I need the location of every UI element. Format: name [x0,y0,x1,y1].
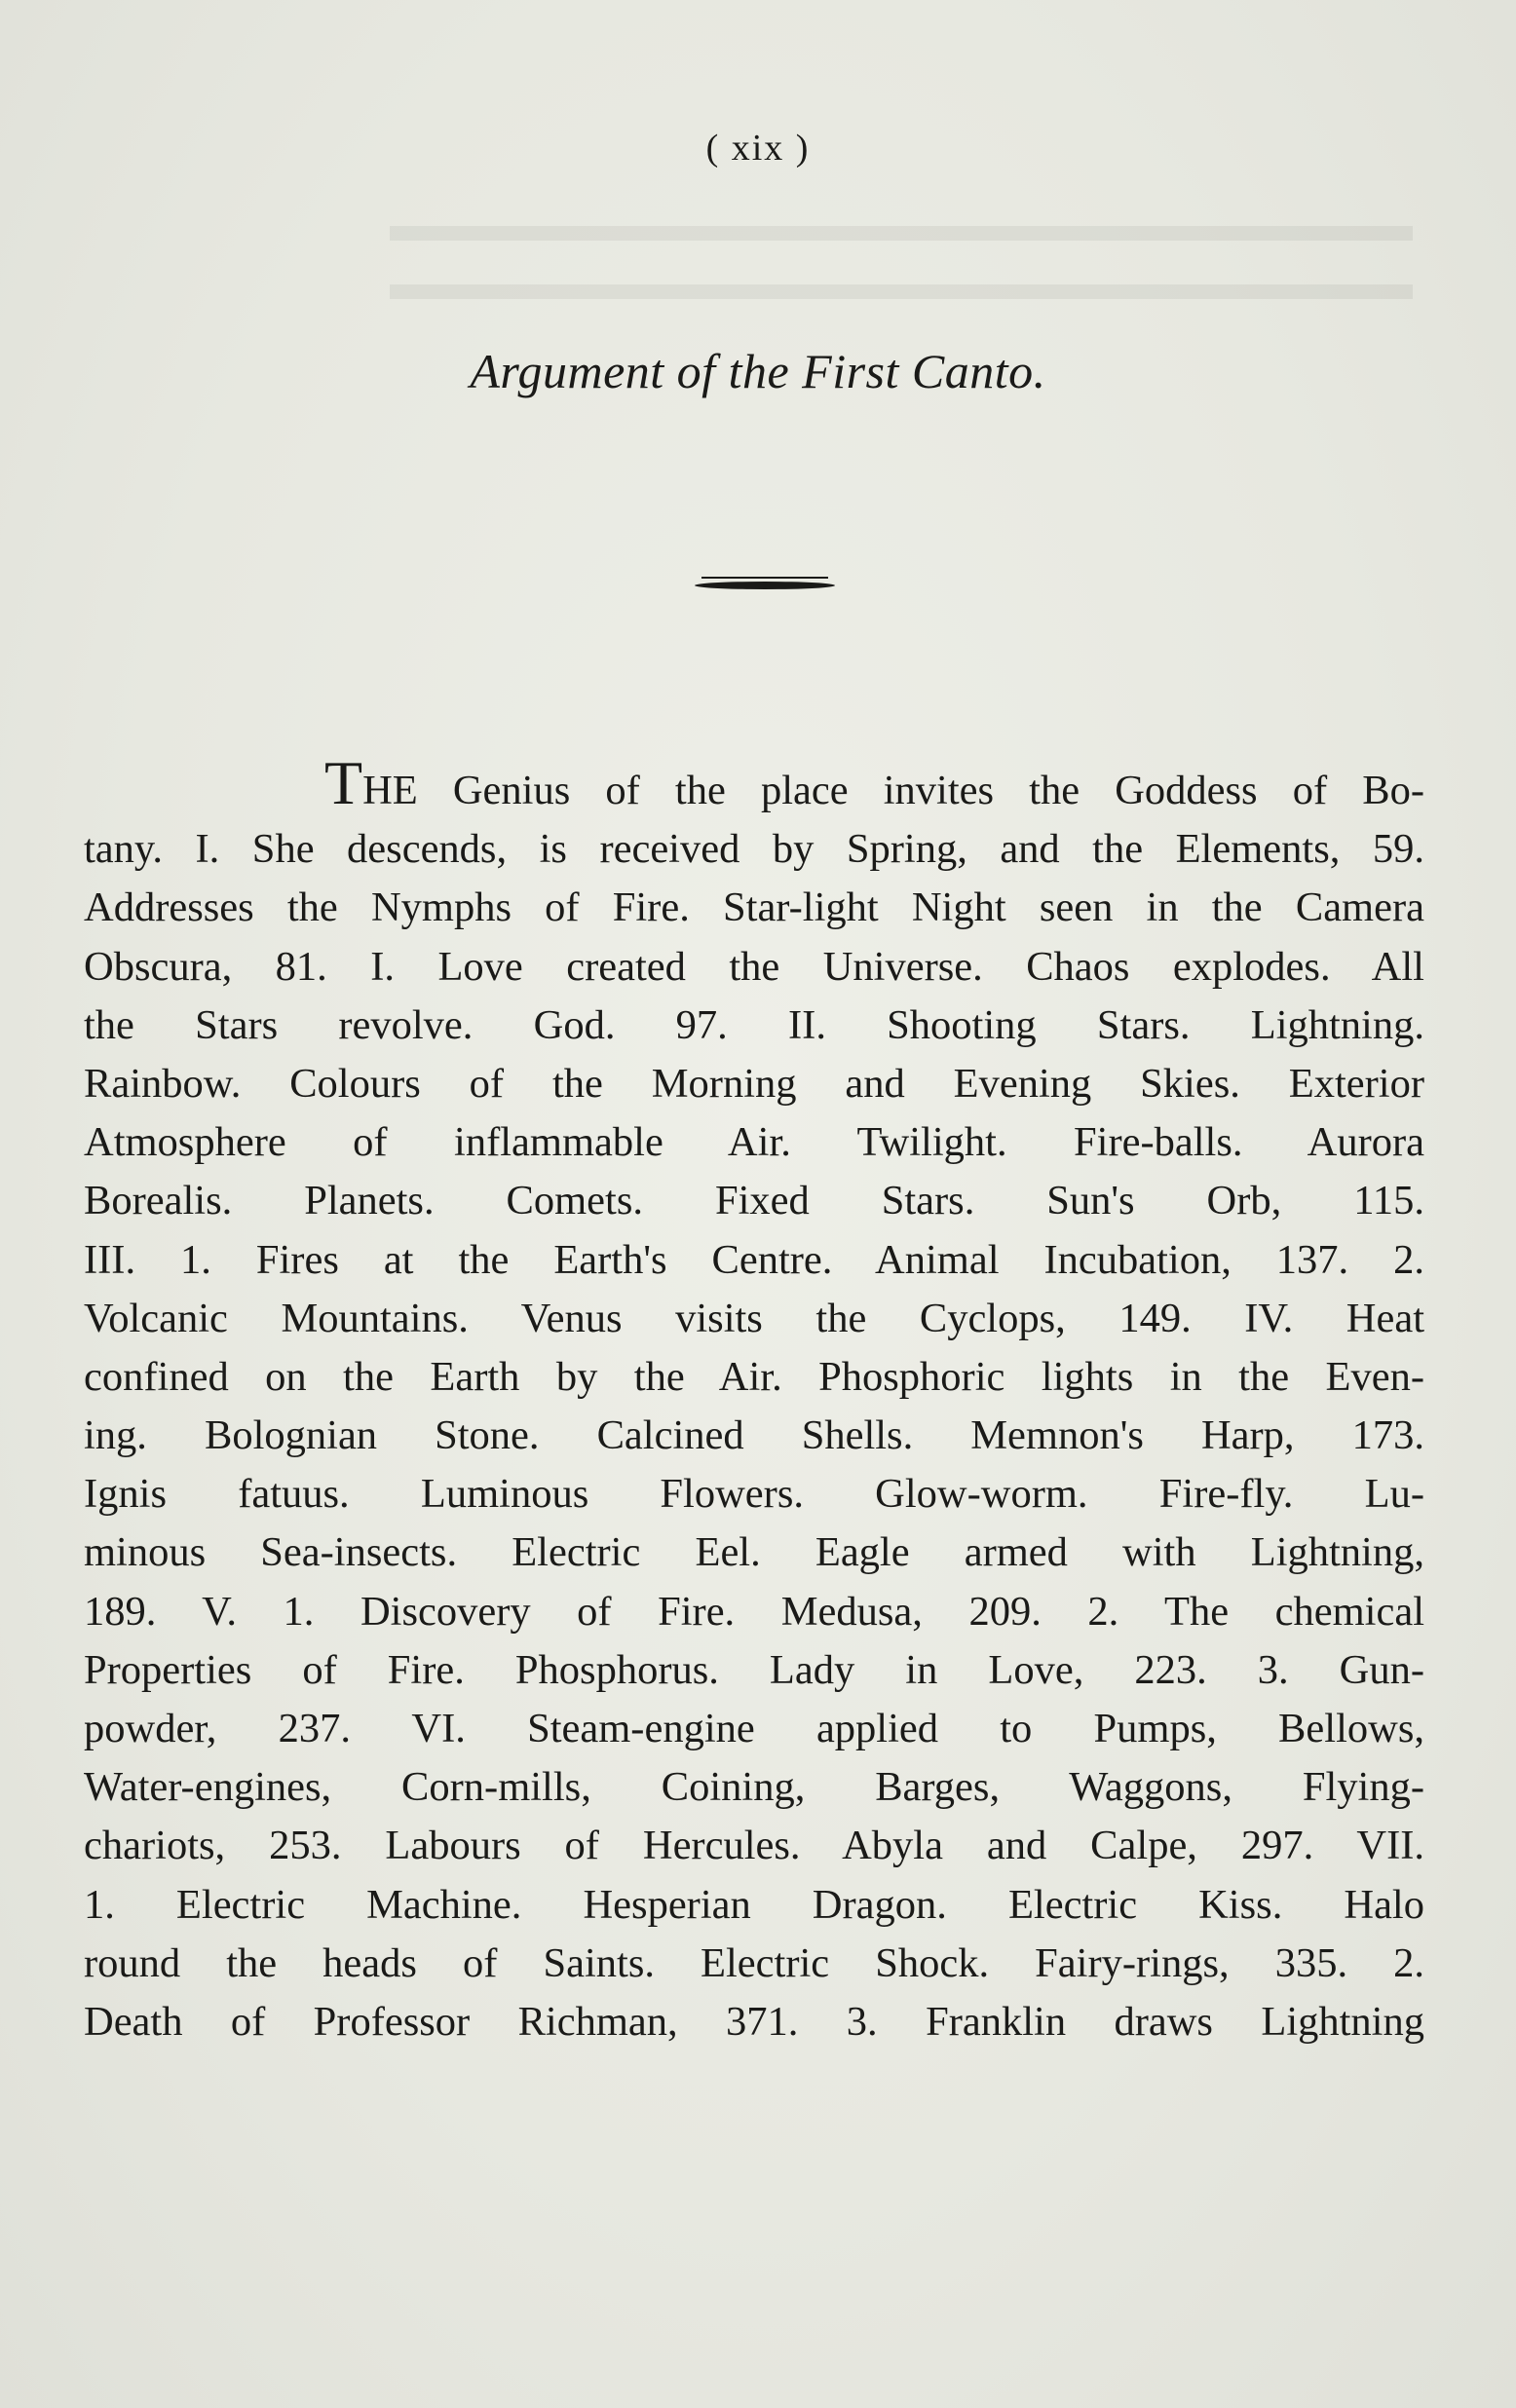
argument-line-7: Atmosphere of inflammable Air. Twilight. Fire-balls. Aurora [84,1119,1424,1166]
page-number: ( xix ) [705,128,811,169]
argument-line-12: ing. Bolognian Stone. Calcined Shells. Memnon's Harp, 173. [84,1412,1424,1459]
argument-line-9: III. 1. Fires at the Earth's Centre. Animal Incubation, 137. 2. [84,1236,1424,1283]
argument-line-13: Ignis fatuus. Luminous Flowers. Glow-worm. Fire-fly. Lu- [84,1471,1424,1518]
argument-line-10: Volcanic Mountains. Venus visits the Cyclops, 149. IV. Heat [84,1295,1424,1341]
argument-line-11: confined on the Earth by the Air. Phosphoric lights in the Even- [84,1353,1424,1400]
argument-line-1-text: HE Genius of the place invites the Goddess of Bo- [362,768,1424,813]
argument-line-16: Properties of Fire. Phosphorus. Lady in Love, 223. 3. Gun- [84,1646,1424,1693]
argument-line-8: Borealis. Planets. Comets. Fixed Stars. Sun's Orb, 115. [84,1178,1424,1224]
drop-cap: T [324,748,363,817]
argument-line-21: round the heads of Saints. Electric Shock. Fairy-rings, 335. 2. [84,1939,1424,1986]
argument-line-18: Water-engines, Corn-mills, Coining, Barges, Waggons, Flying- [84,1764,1424,1811]
title-rule [695,582,835,589]
argument-line-1 [84,748,1424,820]
argument-line-4: Obscura, 81. I. Love created the Universe. Chaos explodes. All [84,943,1424,990]
argument-line-5: the Stars revolve. God. 97. II. Shooting Stars. Lightning. [84,1001,1424,1048]
argument-line-22: Death of Professor Richman, 371. 3. Franklin draws Lightning [84,1998,1424,2045]
canto-title: Argument of the First Canto. [470,344,1046,398]
argument-line-2: tany. I. She descends, is received by Spring, and the Elements, 59. [84,826,1424,873]
show-through-texture: ▬▬▬▬▬▬▬▬▬▬▬▬▬▬▬▬▬▬▬▬▬ ▬▬▬▬▬▬▬▬▬▬▬▬▬▬▬▬▬▬▬▬▬ [390,197,1413,310]
argument-line-17: powder, 237. VI. Steam-engine applied to Pumps, Bellows, [84,1706,1424,1751]
argument-text [84,748,1424,2051]
argument-line-14: minous Sea-insects. Electric Eel. Eagle armed with Lightning, [84,1529,1424,1576]
argument-line-3: Addresses the Nymphs of Fire. Star-light Night seen in the Camera [84,884,1424,931]
argument-line-19: chariots, 253. Labours of Hercules. Abyla and Calpe, 297. VII. [84,1823,1424,1869]
argument-line-15: 189. V. 1. Discovery of Fire. Medusa, 209. 2. The chemical [84,1588,1424,1635]
title-rule-thin [701,577,828,579]
argument-line-20: 1. Electric Machine. Hesperian Dragon. Electric Kiss. Halo [84,1881,1424,1928]
argument-line-6: Rainbow. Colours of the Morning and Evening Skies. Exterior [84,1060,1424,1107]
